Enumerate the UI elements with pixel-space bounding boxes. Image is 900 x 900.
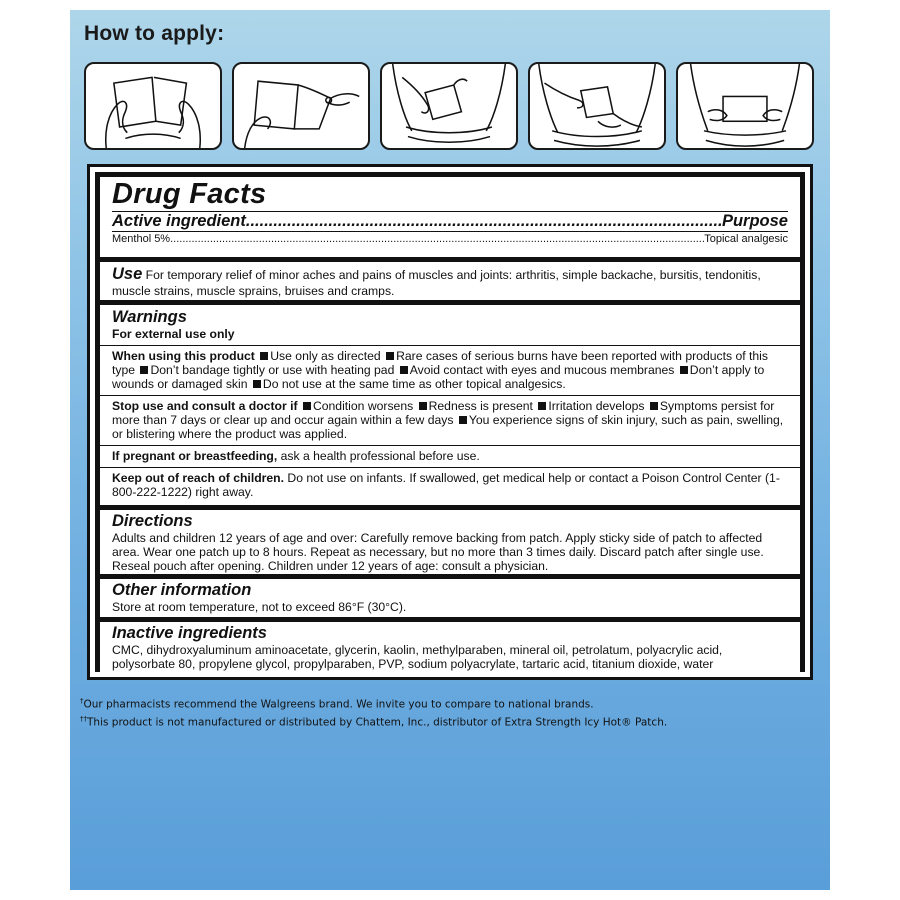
use-text: For temporary relief of minor aches and pains of muscles and joints: arthritis, simple backache, bursitis, tendonitis, muscle strains, muscle sprains, bruises and cramps. — [112, 268, 761, 298]
bullet-square-icon — [650, 402, 658, 410]
active-ingredient-purpose: Topical analgesic — [704, 233, 788, 245]
stop-use-item: Condition worsens — [312, 399, 414, 413]
stop-use-item: Irritation develops — [548, 399, 645, 413]
external-use-text: For external use only — [112, 327, 235, 341]
separator — [100, 345, 800, 346]
when-using-item: Rare cases of serious burns have been reported with products of this type — [112, 349, 768, 377]
active-ingredient-section — [100, 177, 800, 257]
bullet-square-icon — [419, 402, 427, 410]
when-using-paragraph — [112, 349, 788, 391]
children-paragraph — [112, 471, 788, 499]
when-using-item: Use only as directed — [270, 349, 381, 363]
footnote-mark: † — [80, 697, 84, 705]
when-using-item: Do not use at the same time as other topical analgesics. — [262, 377, 566, 391]
application-steps — [84, 62, 816, 154]
pregnant-text: ask a health professional before use. — [280, 449, 480, 463]
drug-facts-panel — [87, 164, 813, 680]
other-information-heading: Other information — [112, 581, 252, 599]
bullet-square-icon — [538, 402, 546, 410]
children-label: Keep out of reach of children. — [112, 471, 284, 485]
children-text: Do not use on infants. If swallowed, get medical help or contact a Poison Control Center (1-800-222-1222) right away. — [112, 471, 780, 499]
warnings-heading: Warnings — [112, 308, 187, 326]
inactive-ingredients-text: CMC, dihydroxyaluminum aminoacetate, glycerin, kaolin, methylparaben, mineral oil, petrolatum, polyacrylic acid, polysorbate 80, propylene glycol, propylparaben, PVP, sodium polyacrylate, tartaric acid, titanium dioxide, water — [112, 643, 723, 671]
when-using-item: Don’t apply to wounds or damaged skin — [112, 363, 765, 391]
stop-use-item: Redness is present — [428, 399, 533, 413]
directions-heading: Directions — [112, 512, 193, 530]
dot-leader — [170, 232, 704, 246]
footnote-text: Our pharmacists recommend the Walgreens brand. We invite you to compare to national brands. — [83, 698, 594, 711]
directions-text: Adults and children 12 years of age and over: Carefully remove backing from patch. Apply sticky side of patch to affected area. Wear one patch up to 8 hours. Repeat as necessary, but no more than 3 times daily. Discard patch after single use. Reseal pouch after opening. Children under 12 years of age: consult a physician. — [112, 531, 764, 573]
step-5-patch-applied-icon — [676, 62, 814, 150]
use-section — [100, 262, 800, 300]
when-using-item: Don’t bandage tightly or use with heating pad — [150, 363, 395, 377]
stop-use-item: Symptoms persist for more than 7 days or clear up and occur again within a few days — [112, 399, 775, 427]
dot-leader — [246, 212, 722, 231]
separator — [100, 445, 800, 446]
drug-facts-title: Drug Facts — [112, 178, 267, 210]
bullet-square-icon — [400, 366, 408, 374]
directions-section — [100, 510, 800, 574]
bullet-square-icon — [260, 352, 268, 360]
step-2-remove-backing-icon — [232, 62, 370, 150]
inactive-ingredients-heading: Inactive ingredients — [112, 624, 267, 642]
other-information-text: Store at room temperature, not to exceed 86°F (30°C). — [112, 600, 407, 614]
bullet-square-icon — [459, 416, 467, 424]
purpose-heading: Purpose — [721, 212, 788, 230]
footnote-mark: †† — [80, 714, 87, 723]
when-using-label: When using this product — [112, 349, 255, 363]
bullet-square-icon — [140, 366, 148, 374]
bullet-square-icon — [386, 352, 394, 360]
drug-facts-frame — [95, 172, 805, 672]
active-ingredient-name: Menthol 5% — [112, 233, 171, 245]
footnotes — [80, 694, 667, 729]
step-3-place-patch-icon — [380, 62, 518, 150]
pregnant-label: If pregnant or breastfeeding, — [112, 449, 278, 463]
inactive-ingredients-section — [100, 622, 800, 673]
separator — [100, 395, 800, 396]
bullet-square-icon — [253, 380, 261, 388]
use-heading: Use — [112, 265, 143, 283]
when-using-item: Avoid contact with eyes and mucous membranes — [409, 363, 675, 377]
stop-use-item: You experience signs of skin injury, such as pain, swelling, or blistering where the product was applied. — [112, 413, 784, 441]
footnote-2 — [80, 712, 667, 730]
active-ingredient-row — [112, 232, 788, 246]
stop-use-label: Stop use and consult a doctor if — [112, 399, 298, 413]
other-information-section — [100, 579, 800, 617]
step-1-peel-pouch-icon — [84, 62, 222, 150]
separator — [100, 467, 800, 468]
active-ingredient-header-row — [112, 212, 788, 231]
step-4-press-patch-icon — [528, 62, 666, 150]
pregnant-paragraph — [112, 449, 788, 463]
footnote-1 — [80, 694, 667, 712]
footnote-text: This product is not manufactured or distributed by Chattem, Inc., distributor of Extra Strength Icy Hot® Patch. — [87, 716, 668, 728]
bullet-square-icon — [303, 402, 311, 410]
active-ingredient-heading: Active ingredient — [112, 212, 246, 230]
bullet-square-icon — [680, 366, 688, 374]
warnings-section — [100, 305, 800, 505]
stop-use-paragraph — [112, 399, 788, 441]
how-to-apply-title: How to apply: — [84, 22, 225, 45]
